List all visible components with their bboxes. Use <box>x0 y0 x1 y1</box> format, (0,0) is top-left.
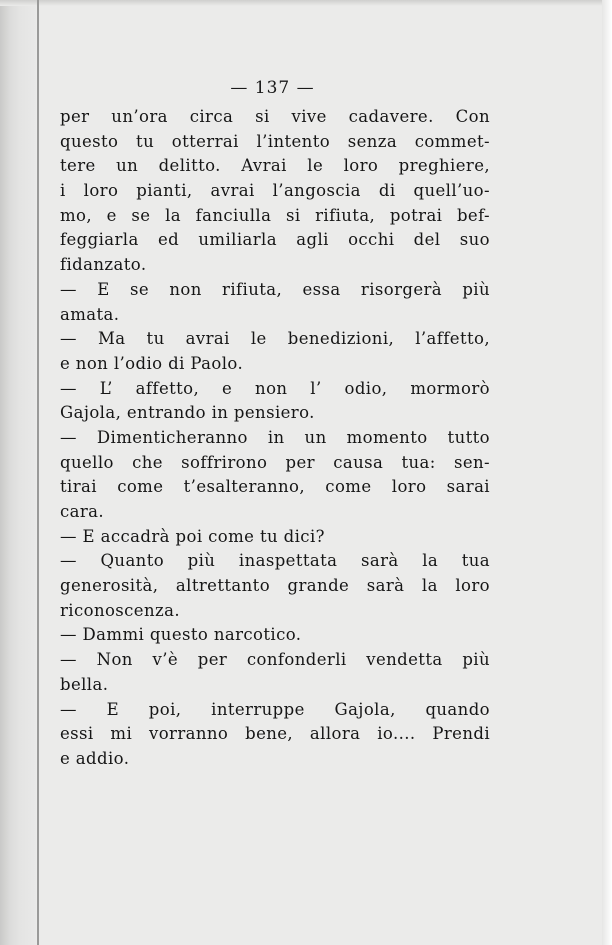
text-line: — E poi, interruppe Gajola, quando <box>60 699 490 719</box>
text-line: Gajola, entrando in pensiero. <box>60 403 315 423</box>
page-number: — 137 — <box>230 78 315 98</box>
text-line: quello che soffrirono per causa tua: sen- <box>60 452 490 472</box>
text-line: riconoscenza. <box>60 600 180 620</box>
text-line: generosità, altrettanto grande sarà la loro <box>60 576 490 596</box>
text-line: — Non v’è per confonderli vendetta più <box>60 650 490 670</box>
text-line: — Quanto più inaspettata sarà la tua <box>60 551 490 571</box>
text-line: amata. <box>60 304 120 324</box>
text-line: — Dimenticheranno in un momento tutto <box>60 427 490 447</box>
page-gutter-line <box>37 0 39 945</box>
scan-left-border <box>0 0 36 945</box>
text-line: feggiarla ed umiliarla agli occhi del suo <box>60 230 490 250</box>
text-line: — Ma tu avrai le benedizioni, l’affetto, <box>60 329 490 349</box>
text-line: — E accadrà poi come tu dici? <box>60 526 325 546</box>
text-line: mo, e se la fanciulla si rifiuta, potrai bef- <box>60 205 490 225</box>
body-text <box>60 105 490 772</box>
text-line: cara. <box>60 502 105 521</box>
text-line: bella. <box>60 674 109 694</box>
text-line: — L’ affetto, e non l’ odio, mormorò <box>60 378 490 398</box>
text-line: fidanzato. <box>60 255 147 275</box>
text-line: per un’ora circa si vive cadavere. Con <box>60 107 490 126</box>
text-line: i loro pianti, avrai l’angoscia di quell’uo- <box>60 181 490 201</box>
text-line: e addio. <box>60 748 130 768</box>
scan-top-border <box>0 0 612 6</box>
text-line: essi mi vorranno bene, allora io.... Prendi <box>60 724 490 744</box>
text-line: — Dammi questo narcotico. <box>60 625 302 645</box>
text-line: tere un delitto. Avrai le loro preghiere, <box>60 156 490 176</box>
text-line: tirai come t’esalteranno, come loro sarai <box>60 477 490 497</box>
text-line: e non l’odio di Paolo. <box>60 353 244 373</box>
text-line: — E se non rifiuta, essa risorgerà più <box>60 279 490 299</box>
text-line: questo tu otterrai l’intento senza commet- <box>60 131 490 151</box>
scan-right-border <box>602 0 612 945</box>
